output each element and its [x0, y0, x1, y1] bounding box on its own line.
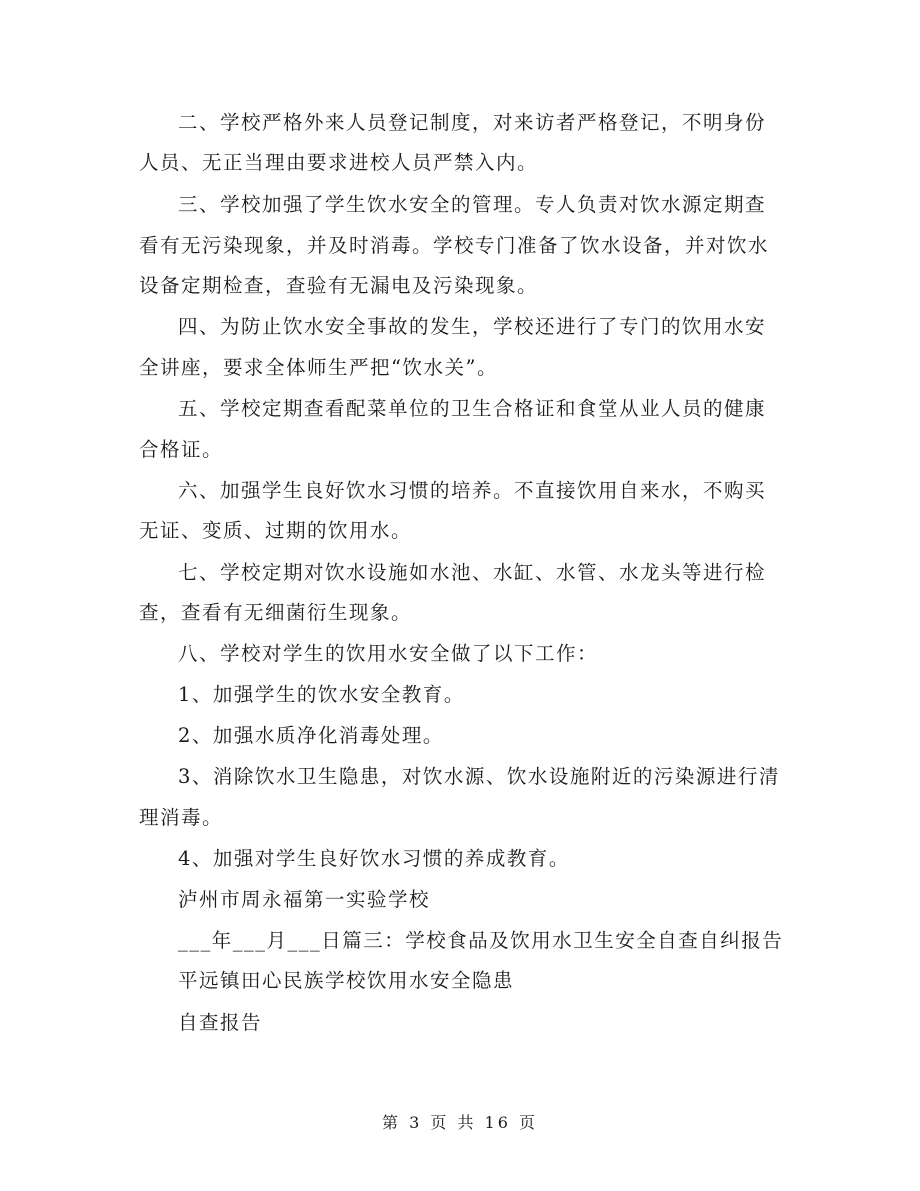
body-line: 1、加强学生的饮水安全教育。 [178, 683, 465, 706]
body-line: 自查报告 [178, 1011, 263, 1034]
body-line: 无证、变质、过期的饮用水。 [139, 519, 413, 542]
body-line: 二、学校严格外来人员登记制度，对来访者严格登记，不明身份 [178, 111, 767, 134]
body-line: 全讲座，要求全体师生严把“饮水关”。 [139, 356, 498, 379]
page-number: 第 3 页 共 16 页 [382, 1113, 538, 1132]
body-line: 看有无污染现象，并及时消毒。学校专门准备了饮水设备，并对饮水 [139, 234, 770, 257]
body-line: 2、加强水质净化消毒处理。 [178, 724, 444, 747]
body-line: 理消毒。 [139, 806, 224, 829]
body-line: 人员、无正当理由要求进校人员严禁入内。 [139, 151, 539, 174]
body-line: 四、为防止饮水安全事故的发生，学校还进行了专门的饮用水安 [178, 315, 767, 338]
body-line: 七、学校定期对饮水设施如水池、水缸、水管、水龙头等进行检 [178, 561, 767, 584]
body-line: 4、加强对学生良好饮水习惯的养成教育。 [178, 847, 570, 870]
body-line: 设备定期检查，查验有无漏电及污染现象。 [139, 274, 539, 297]
body-line: ___年___月___日篇三：学校食品及饮用水卫生安全自查自纠报告 [178, 929, 784, 952]
body-line: 五、学校定期查看配菜单位的卫生合格证和食堂从业人员的健康 [178, 397, 767, 420]
body-line: 平远镇田心民族学校饮用水安全隐患 [178, 969, 515, 992]
body-line: 八、学校对学生的饮用水安全做了以下工作： [178, 642, 599, 665]
body-line: 六、加强学生良好饮水习惯的培养。不直接饮用自来水，不购买 [178, 479, 767, 502]
body-line: 泸州市周永福第一实验学校 [178, 888, 431, 911]
body-line: 合格证。 [139, 438, 224, 461]
body-line: 3、消除饮水卫生隐患，对饮水源、饮水设施附近的污染源进行清 [178, 765, 780, 788]
body-line: 三、学校加强了学生饮水安全的管理。专人负责对饮水源定期查 [178, 193, 767, 216]
body-line: 查，查看有无细菌衍生现象。 [139, 601, 413, 624]
